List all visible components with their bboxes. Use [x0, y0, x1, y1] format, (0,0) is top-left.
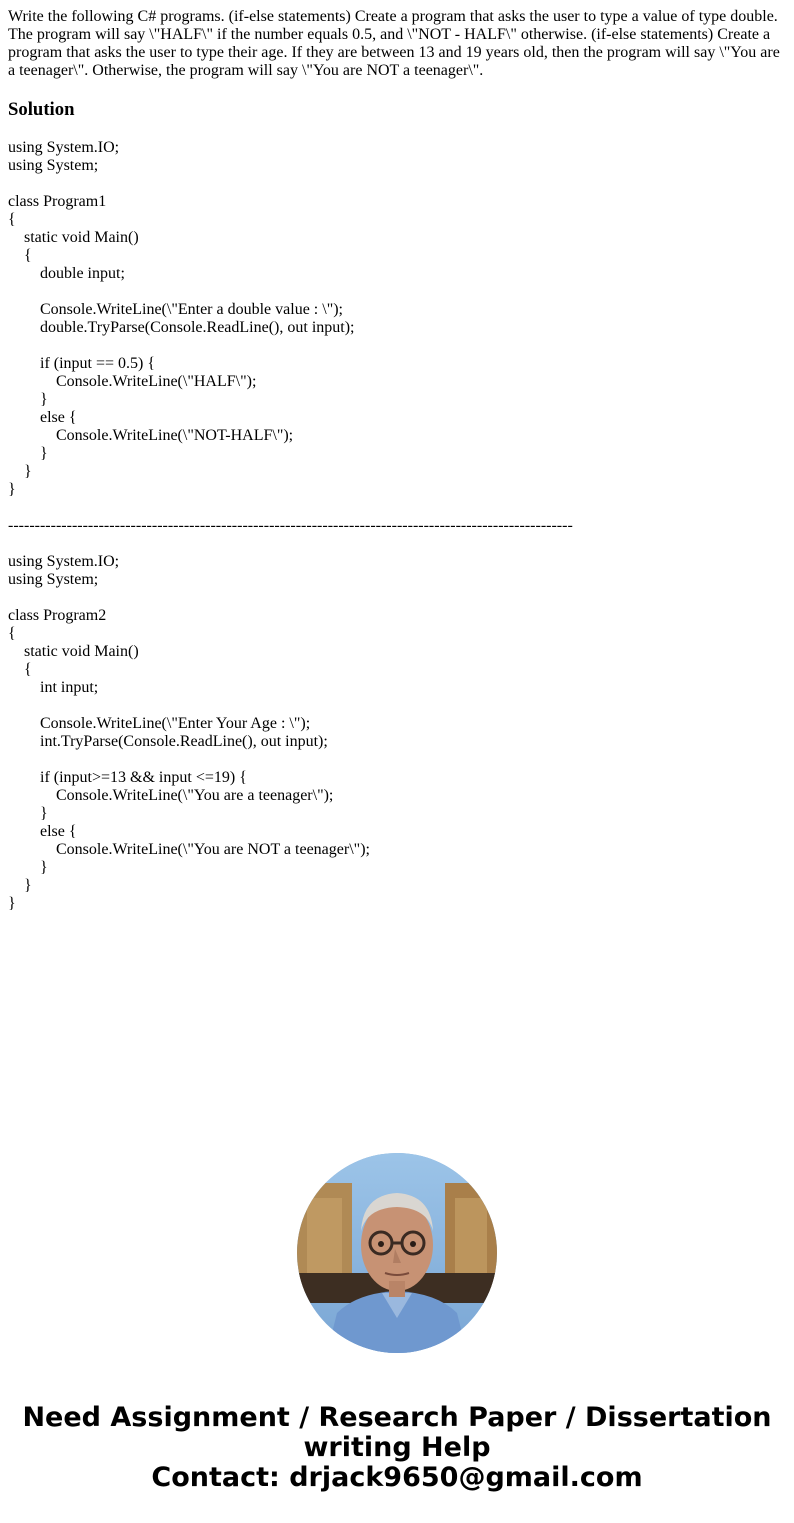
code-line: {	[8, 247, 32, 264]
code-line: }	[8, 463, 32, 480]
code-line: using System;	[8, 571, 99, 588]
code-line: using System;	[8, 157, 99, 174]
code-line: }	[8, 481, 16, 498]
code-line	[8, 499, 573, 517]
code-line: Console.WriteLine(\"HALF\");	[8, 373, 257, 390]
code-line: double input;	[8, 265, 125, 282]
code-line: Console.WriteLine(\"NOT-HALF\");	[8, 427, 294, 444]
code-line	[8, 283, 573, 301]
code-line: Console.WriteLine(\"You are NOT a teenager\");	[8, 841, 370, 858]
code-line	[8, 337, 573, 355]
code-line: class Program1	[8, 193, 107, 210]
code-line: }	[8, 859, 48, 876]
code-line: }	[8, 877, 32, 894]
code-line: Console.WriteLine(\"Enter Your Age : \");	[8, 715, 311, 732]
code-line: int.TryParse(Console.ReadLine(), out input);	[8, 733, 328, 750]
banner-line-1: Need Assignment / Research Paper / Dissertation	[22, 1402, 772, 1433]
contact-banner	[0, 1403, 794, 1493]
banner-line-2: writing Help	[303, 1432, 491, 1463]
question-text: Write the following C# programs. (if-else statements) Create a program that asks the user to type a value of type double. The program will say \"HALF\" if the number equals 0.5, and \"NOT - HALF\" otherwise. (if-else statements) Create a program that asks the user to type their age. If they are between 13 and 19 years old, then the program will say \"You are a teenager\". Otherwise, the program will say \"You are NOT a teenager\".	[8, 8, 780, 79]
code-line	[8, 175, 573, 193]
code-line: }	[8, 805, 48, 822]
code-line	[8, 535, 573, 553]
code-line: else {	[8, 823, 77, 840]
banner-contact-email: Contact: drjack9650@gmail.com	[151, 1462, 643, 1493]
code-line: static void Main()	[8, 643, 139, 660]
code-line: {	[8, 625, 16, 642]
code-line: if (input == 0.5) {	[8, 355, 156, 372]
code-line: {	[8, 661, 32, 678]
solution-heading: Solution	[8, 99, 75, 120]
code-line	[8, 589, 573, 607]
solution-code	[8, 139, 573, 913]
code-line: }	[8, 445, 48, 462]
code-line: }	[8, 391, 48, 408]
code-line: using System.IO;	[8, 139, 120, 156]
code-line: static void Main()	[8, 229, 139, 246]
code-line: class Program2	[8, 607, 107, 624]
code-line	[8, 697, 573, 715]
code-line: Console.WriteLine(\"Enter a double value : \");	[8, 301, 343, 318]
code-line: Console.WriteLine(\"You are a teenager\");	[8, 787, 334, 804]
person-portrait-icon	[297, 1153, 497, 1353]
code-line: ----------------------------------------------------------------------------------------------------------	[8, 517, 573, 534]
code-line: else {	[8, 409, 77, 426]
code-line: if (input>=13 && input <=19) {	[8, 769, 247, 786]
code-line: double.TryParse(Console.ReadLine(), out input);	[8, 319, 355, 336]
code-line: int input;	[8, 679, 99, 696]
code-line: }	[8, 895, 16, 912]
code-line: using System.IO;	[8, 553, 120, 570]
author-avatar	[297, 1153, 497, 1353]
code-line	[8, 751, 573, 769]
code-line: {	[8, 211, 16, 228]
